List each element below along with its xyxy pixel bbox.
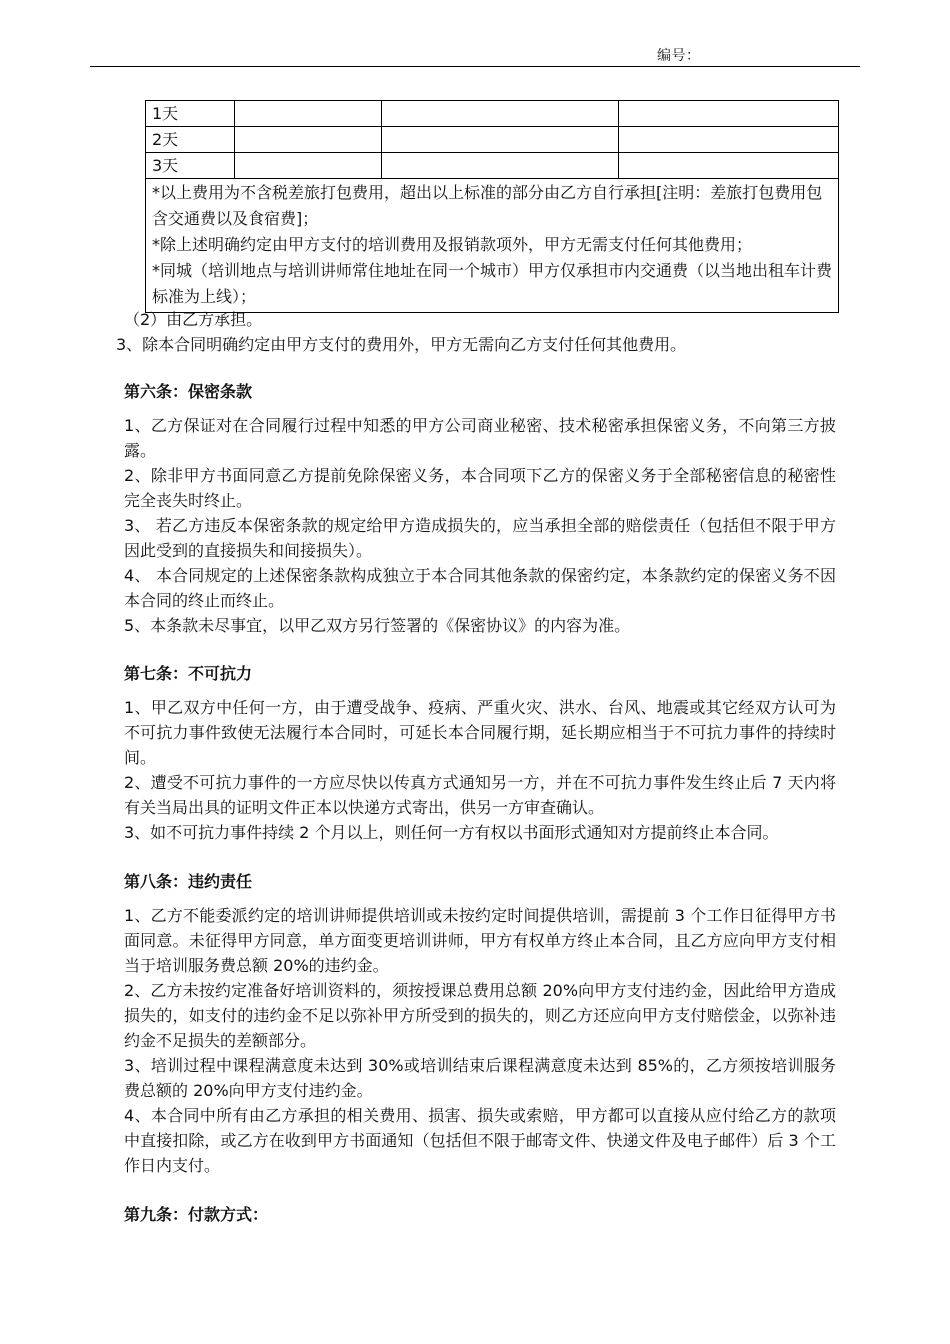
day-cell: 3天	[146, 153, 235, 179]
article-8-item-1: 1、乙方不能委派约定的培训讲师提供培训或未按约定时间提供培训，需提前 3 个工作日征得甲方书面同意。未征得甲方同意，单方面变更培训讲师，甲方有权单方终止本合同，且乙方应向甲方支付相当于培训服务费总额 20%的违约金。	[124, 906, 836, 975]
table-cell	[619, 101, 839, 127]
article-6-item-2: 2、除非甲方书面同意乙方提前免除保密义务，本合同项下乙方的保密义务于全部秘密信息的秘密性完全丧失时终止。	[124, 466, 836, 510]
article-8-item-2: 2、乙方未按约定准备好培训资料的，须按授课总费用总额 20%向甲方支付违约金，因此给甲方造成损失的，如支付的违约金不足以弥补甲方所受到的损失的，则乙方还应向甲方支付赔偿金，以弥补违约金不足损失的差额部分。	[124, 981, 836, 1050]
header-divider	[90, 66, 860, 67]
table-cell	[619, 127, 839, 153]
article-8-item-3: 3、培训过程中课程满意度未达到 30%或培训结束后课程满意度未达到 85%的，乙方须按培训服务费总额的 20%向甲方支付违约金。	[124, 1056, 836, 1100]
article-7-title: 第七条：不可抗力	[124, 664, 253, 683]
article-7-item-3: 3、如不可抗力事件持续 2 个月以上，则任何一方有权以书面形式通知对方提前终止本合同。	[124, 823, 779, 842]
document-number-label: 编号：	[657, 48, 701, 64]
table-cell	[235, 101, 382, 127]
article-8-title: 第八条：违约责任	[124, 872, 253, 891]
table-note: *除上述明确约定由甲方支付的培训费用及报销款项外，甲方无需支付任何其他费用；	[152, 235, 753, 254]
table-cell	[382, 127, 619, 153]
day-cell: 2天	[146, 127, 235, 153]
travel-fee-table	[145, 100, 839, 313]
article-6-item-5: 5、本条款未尽事宜，以甲乙双方另行签署的《保密协议》的内容为准。	[124, 616, 631, 635]
article-9-title: 第九条：付款方式：	[124, 1205, 269, 1224]
table-cell	[382, 153, 619, 179]
table-row	[146, 153, 839, 179]
day-cell: 1天	[146, 101, 235, 127]
clause-item: 3、除本合同明确约定由甲方支付的费用外，甲方无需向乙方支付任何其他费用。	[116, 335, 687, 354]
table-note: *以上费用为不含税差旅打包费用，超出以上标准的部分由乙方自行承担[注明：差旅打包费用包含交通费以及食宿费]；	[152, 183, 823, 228]
table-notes-row	[146, 179, 839, 313]
article-7-item-2: 2、遭受不可抗力事件的一方应尽快以传真方式通知另一方，并在不可抗力事件发生终止后 7 天内将有关当局出具的证明文件正本以快递方式寄出，供另一方审查确认。	[124, 773, 836, 817]
article-6-item-3: 3、 若乙方违反本保密条款的规定给甲方造成损失的，应当承担全部的赔偿责任（包括但不限于甲方因此受到的直接损失和间接损失）。	[124, 516, 836, 560]
table-cell	[235, 153, 382, 179]
article-6-title: 第六条：保密条款	[124, 382, 253, 401]
table-cell	[619, 153, 839, 179]
article-8-item-4: 4、本合同中所有由乙方承担的相关费用、损害、损失或索赔，甲方都可以直接从应付给乙方的款项中直接扣除，或乙方在收到甲方书面通知（包括但不限于邮寄文件、快递文件及电子邮件）后 3 个工作日内支付。	[124, 1106, 836, 1175]
article-6-item-4: 4、 本合同规定的上述保密条款构成独立于本合同其他条款的保密约定，本条款约定的保密义务不因本合同的终止而终止。	[124, 566, 836, 610]
table-row	[146, 127, 839, 153]
table-note: *同城（培训地点与培训讲师常住地址在同一个城市）甲方仅承担市内交通费（以当地出租车计费标准为上线）；	[152, 261, 833, 306]
table-cell	[382, 101, 619, 127]
table-cell	[235, 127, 382, 153]
table-notes-cell	[146, 179, 839, 313]
table-row	[146, 101, 839, 127]
article-6-item-1: 1、乙方保证对在合同履行过程中知悉的甲方公司商业秘密、技术秘密承担保密义务，不向第三方披露。	[124, 416, 836, 460]
clause-item: （2）由乙方承担。	[124, 310, 263, 329]
article-7-item-1: 1、甲乙双方中任何一方，由于遭受战争、疫病、严重火灾、洪水、台风、地震或其它经双方认可为不可抗力事件致使无法履行本合同时，可延长本合同履行期，延长期应相当于不可抗力事件的持续时间。	[124, 698, 836, 767]
